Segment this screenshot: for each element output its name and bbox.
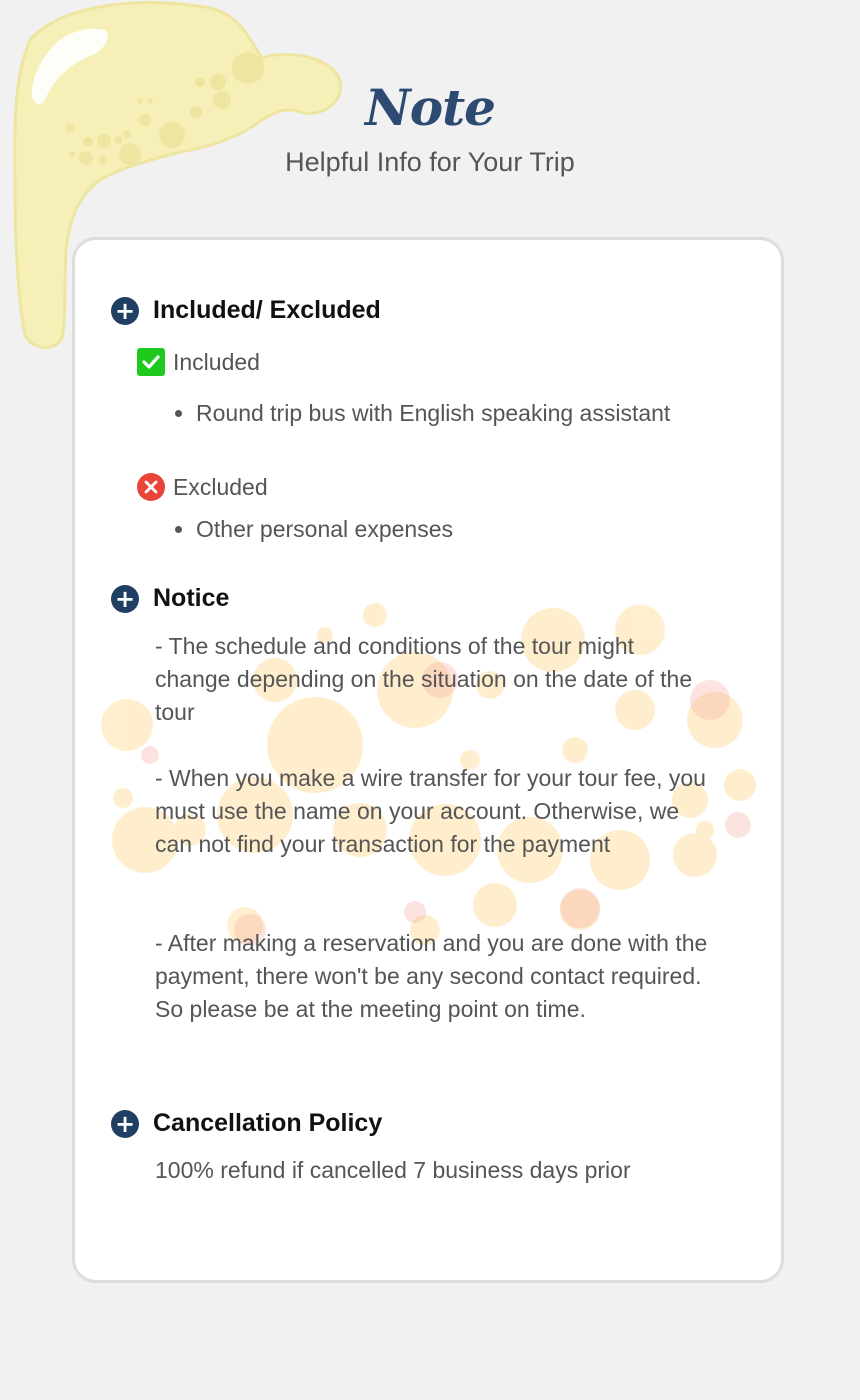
bullet-dot [175,526,182,533]
plus-circle-icon: + [111,585,139,613]
bullet-dot [175,410,182,417]
list-item [175,516,453,543]
info-card [72,237,784,1283]
plus-circle-icon: + [111,297,139,325]
included-label: Included [173,348,260,375]
section-title: Cancellation Policy [153,1109,383,1137]
excluded-heading [137,473,268,501]
page-subtitle: Helpful Info for Your Trip [285,147,575,177]
notice-paragraph: - The schedule and conditions of the tour might change depending on the situation on the date of the tour [155,633,693,725]
cancellation-text: 100% refund if cancelled 7 business days prior [155,1157,631,1183]
excluded-label: Excluded [173,473,268,500]
section-title: Notice [153,584,230,612]
section-title: Included/ Excluded [153,296,381,324]
section-cancellation-policy[interactable] [111,1109,382,1138]
check-icon [137,348,165,376]
list-item [175,400,670,427]
plus-circle-icon: + [111,1110,139,1138]
section-notice[interactable] [111,584,229,613]
section-included-excluded[interactable] [111,296,381,325]
x-circle-icon [137,473,165,501]
included-item-text: Round trip bus with English speaking assistant [196,400,671,426]
page-header [0,78,860,178]
notice-paragraph: - After making a reservation and you are done with the payment, there won't be any second contact required. So please be at the meeting point on time. [155,930,708,1022]
page-title: Note [365,78,495,137]
excluded-item-text: Other personal expenses [196,516,453,542]
included-heading [137,348,260,376]
notice-paragraph: - When you make a wire transfer for your tour fee, you must use the name on your account. Otherwise, we can not find your transaction for the payment [155,765,706,857]
